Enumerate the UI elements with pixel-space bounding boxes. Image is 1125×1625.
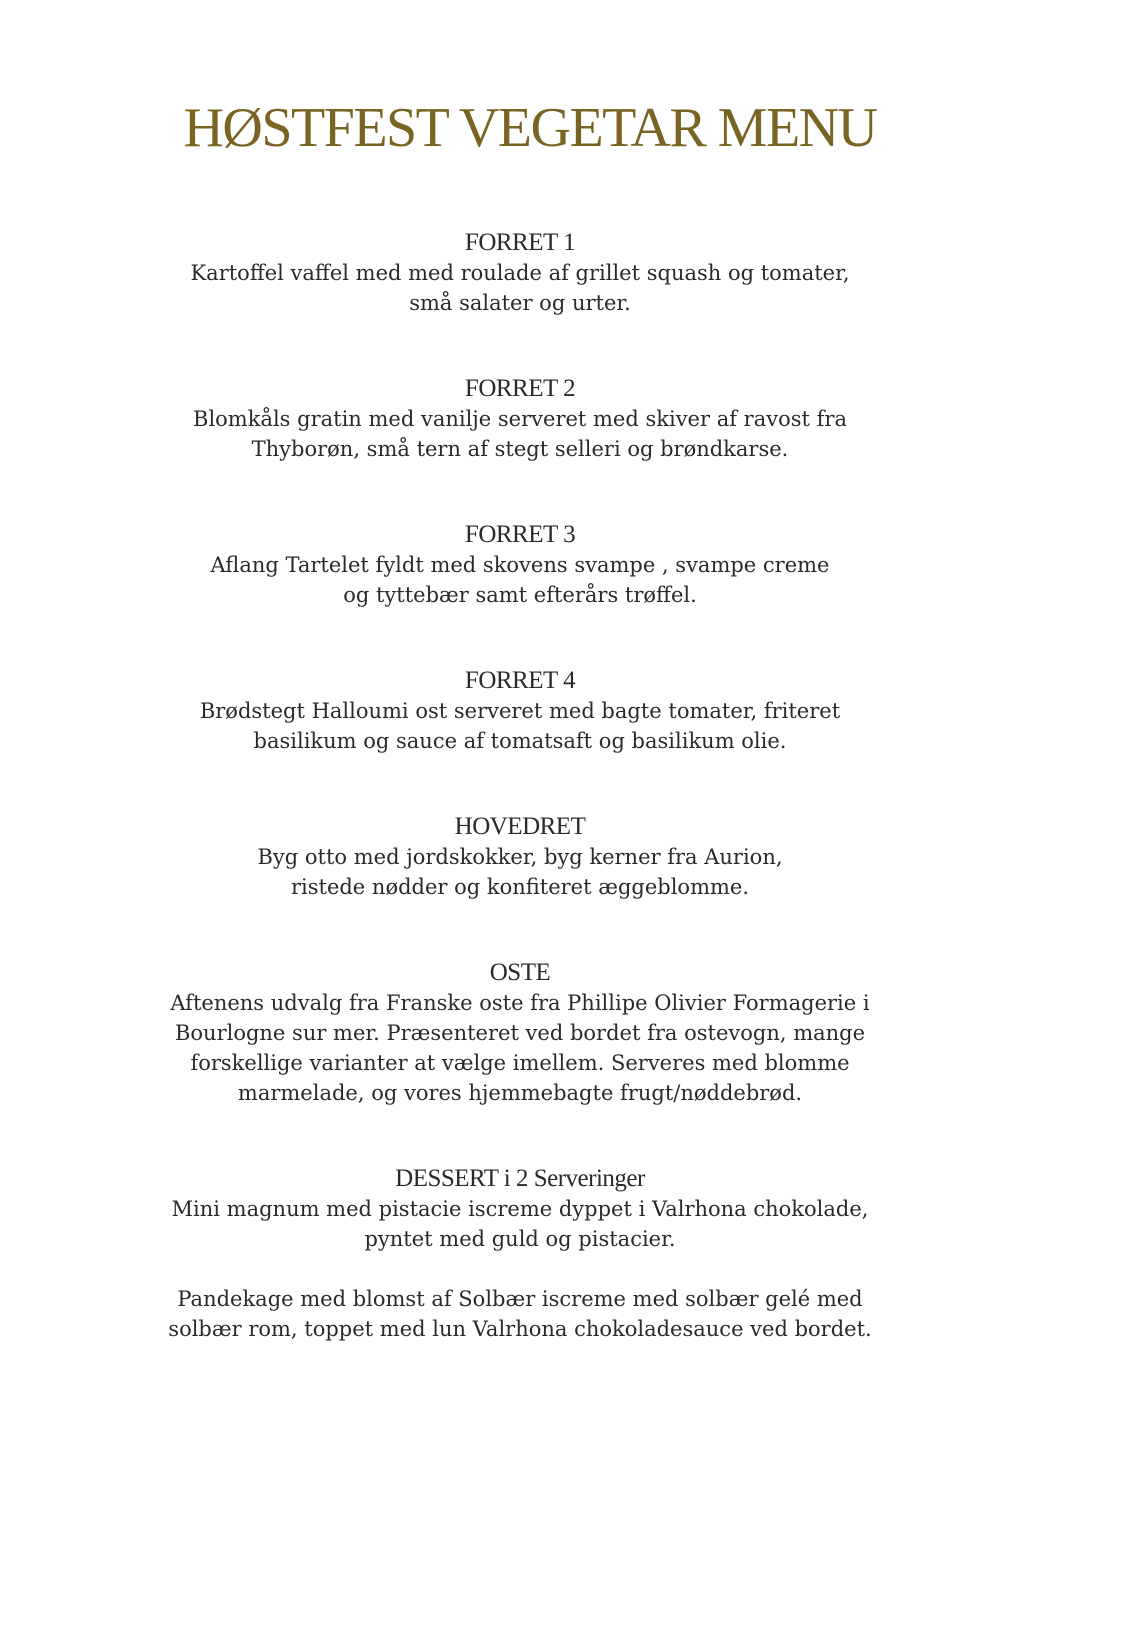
course-description [0, 1194, 1040, 1344]
course-description [0, 696, 1040, 756]
description-line: og tyttebær samt efterårs trøffel. [343, 583, 697, 607]
description-line: Brødstegt Halloumi ost serveret med bagte tomater, friteret [199, 699, 841, 723]
menu-sections [0, 228, 1040, 1400]
description-line: Kartoffel vaffel med med roulade af grillet squash og tomater, [190, 261, 850, 285]
description-line: Thyborøn, små tern af stegt selleri og brøndkarse. [251, 437, 789, 461]
menu-section [0, 228, 1040, 318]
course-heading: DESSERT i 2 Serveringer [395, 1165, 645, 1192]
course-description [0, 988, 1040, 1108]
description-line: Aflang Tartelet fyldt med skovens svampe , svampe creme [210, 553, 830, 577]
menu-section [0, 958, 1040, 1108]
description-line: Aftenens udvalg fra Franske oste fra Phillipe Olivier Formagerie i [170, 991, 870, 1015]
course-heading: FORRET 3 [464, 521, 576, 548]
description-line: forskellige varianter at vælge imellem. Serveres med blomme [190, 1051, 850, 1075]
menu-section [0, 666, 1040, 756]
course-heading: OSTE [489, 959, 551, 986]
course-description [0, 404, 1040, 464]
course-heading: FORRET 1 [464, 229, 576, 256]
description-paragraph [0, 550, 1040, 610]
description-paragraph [0, 1284, 1040, 1344]
description-paragraph [0, 404, 1040, 464]
menu-section [0, 520, 1040, 610]
course-description [0, 842, 1040, 902]
description-line: marmelade, og vores hjemmebagte frugt/nøddebrød. [237, 1081, 803, 1105]
description-line: ristede nødder og konfiteret æggeblomme. [290, 875, 750, 899]
course-description [0, 550, 1040, 610]
description-line: pyntet med guld og pistacier. [364, 1227, 676, 1251]
description-paragraph [0, 988, 1040, 1108]
course-heading: HOVEDRET [454, 813, 586, 840]
menu-section [0, 1164, 1040, 1344]
description-line: solbær rom, toppet med lun Valrhona chokoladesauce ved bordet. [168, 1317, 872, 1341]
description-paragraph [0, 842, 1040, 902]
description-paragraph [0, 258, 1040, 318]
description-line: Mini magnum med pistacie iscreme dyppet i Valrhona chokolade, [171, 1197, 869, 1221]
menu-section [0, 374, 1040, 464]
description-line: Blomkåls gratin med vanilje serveret med skiver af ravost fra [193, 407, 847, 431]
description-line: Bourlogne sur mer. Præsenteret ved bordet fra ostevogn, mange [174, 1021, 866, 1045]
description-line: små salater og urter. [409, 291, 631, 315]
description-paragraph [0, 1194, 1040, 1254]
course-heading: FORRET 4 [464, 667, 576, 694]
description-line: Byg otto med jordskokker, byg kerner fra Aurion, [257, 845, 783, 869]
course-description [0, 258, 1040, 318]
description-line: basilikum og sauce af tomatsaft og basilikum olie. [253, 729, 787, 753]
description-paragraph [0, 696, 1040, 756]
course-heading: FORRET 2 [464, 375, 576, 402]
menu-section [0, 812, 1040, 902]
menu-title: HØSTFEST VEGETAR MENU [183, 97, 877, 159]
description-line: Pandekage med blomst af Solbær iscreme med solbær gelé med [177, 1287, 863, 1311]
